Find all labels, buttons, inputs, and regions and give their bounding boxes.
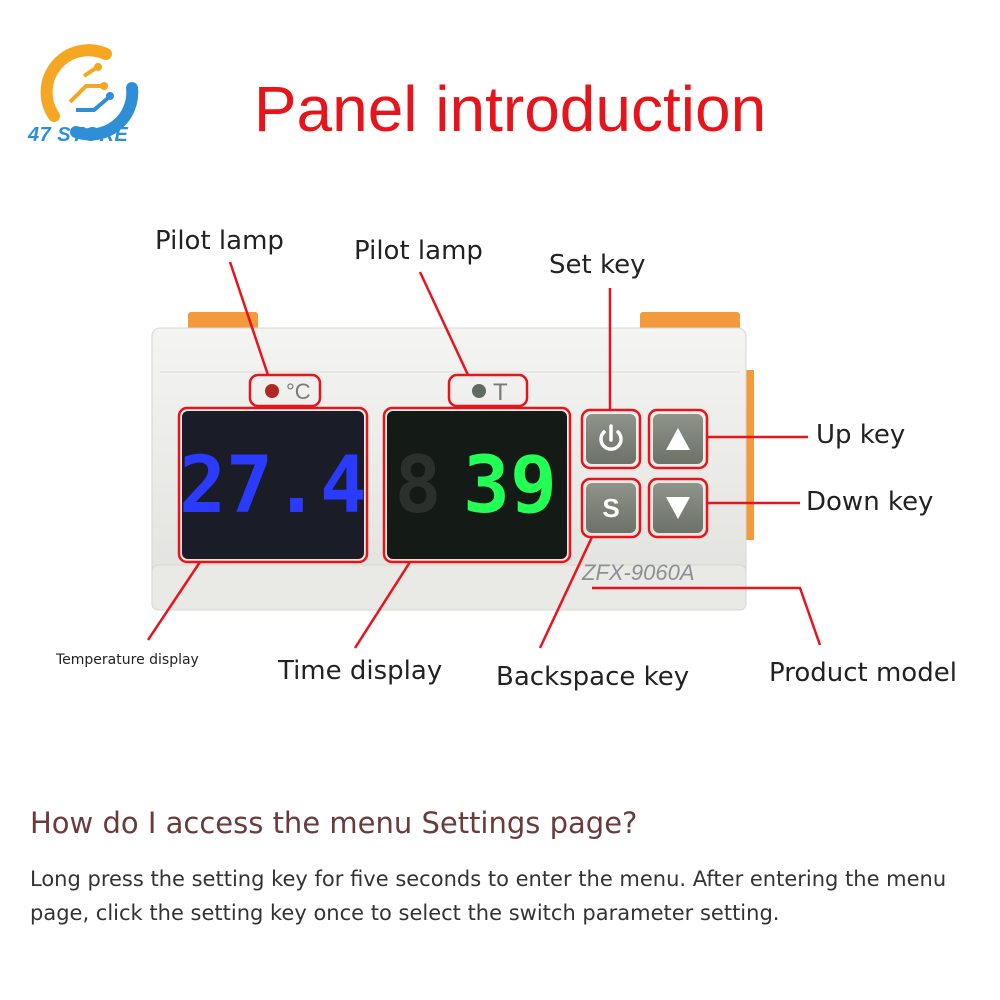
page-title: Panel introduction bbox=[253, 73, 767, 145]
backspace-key-label: Backspace key bbox=[496, 662, 690, 692]
time-pilot-lamp bbox=[472, 384, 486, 398]
temperature-display-label: Temperature display bbox=[56, 652, 199, 668]
time-display-label: Time display bbox=[278, 656, 443, 686]
backspace-key-symbol: S bbox=[602, 493, 620, 523]
pilot-lamp-label-1: Pilot lamp bbox=[155, 226, 284, 256]
pilot-lamp-label-2: Pilot lamp bbox=[354, 236, 483, 266]
product-model-label: Product model bbox=[769, 658, 957, 688]
product-model-text: ZFX-9060A bbox=[582, 560, 695, 585]
faq-question: How do I access the menu Settings page? bbox=[30, 806, 638, 840]
set-key-label: Set key bbox=[549, 250, 646, 280]
time-display-ghost-digit: 8 bbox=[394, 441, 442, 531]
time-unit-label: T bbox=[493, 379, 508, 406]
up-key-label: Up key bbox=[816, 420, 906, 450]
faq-answer: Long press the setting key for five seconds to enter the menu. After entering the menu page, click the setting key once to select the switch parameter setting. bbox=[30, 867, 947, 925]
store-logo-text: 47 STORE bbox=[28, 124, 129, 146]
down-key-label: Down key bbox=[806, 487, 934, 517]
temperature-display-value: 27.4 bbox=[179, 441, 367, 531]
temperature-pilot-lamp bbox=[265, 384, 279, 398]
time-display-value: 39 bbox=[463, 441, 557, 531]
temperature-unit-label: °C bbox=[286, 379, 311, 404]
